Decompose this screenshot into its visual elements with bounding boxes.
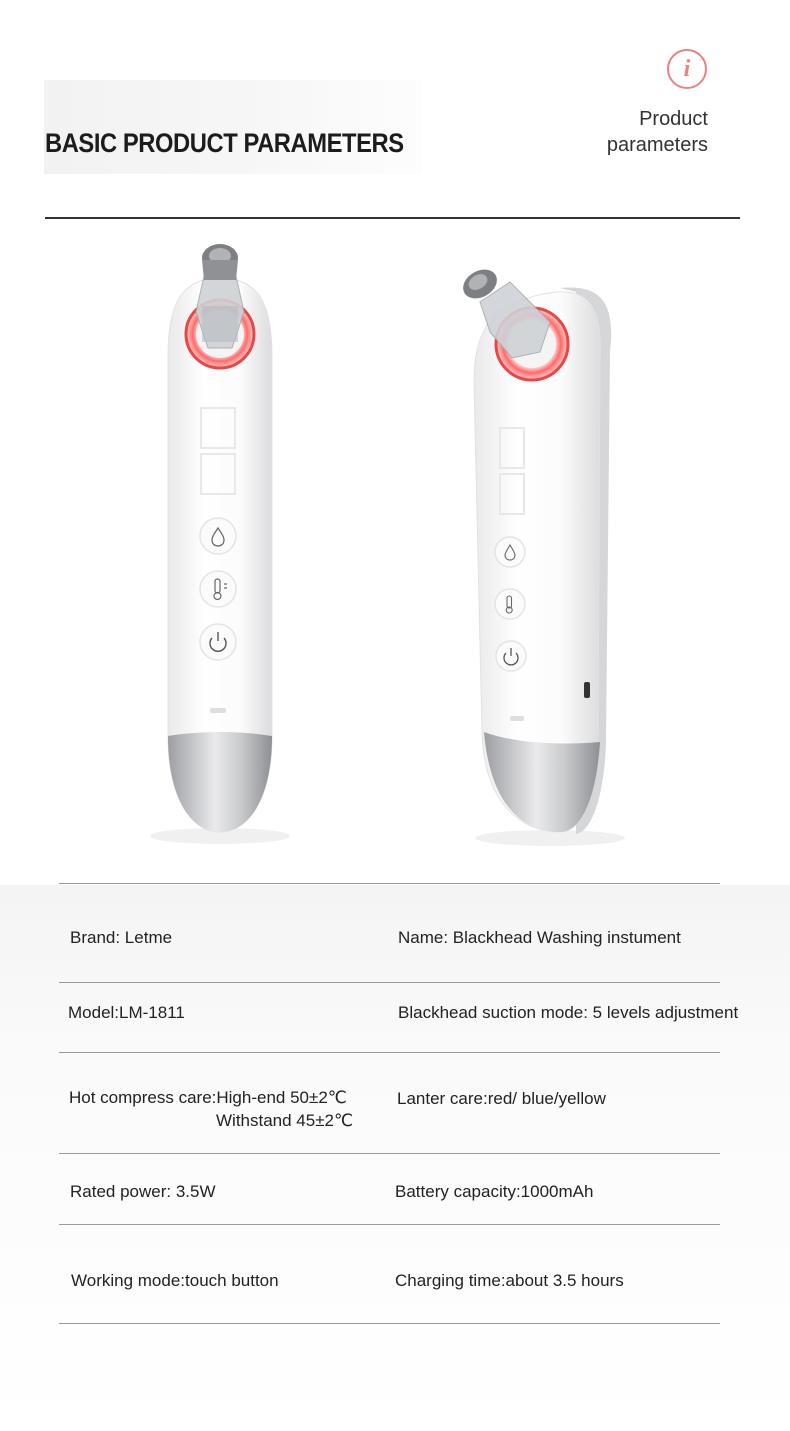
parameters-background	[0, 885, 790, 1431]
param-model: Model:LM-1811	[68, 1003, 185, 1022]
device-side-view	[440, 262, 640, 852]
table-divider	[59, 1052, 720, 1053]
section-label	[607, 106, 708, 158]
param-name: Name: Blackhead Washing instument	[398, 928, 681, 947]
device-front-view	[140, 236, 300, 846]
power-button[interactable]	[200, 624, 236, 660]
param-suction: Blackhead suction mode: 5 levels adjustment	[398, 1003, 739, 1022]
temperature-button-side[interactable]	[495, 589, 525, 619]
param-battery: Battery capacity:1000mAh	[395, 1182, 594, 1201]
power-button-side[interactable]	[496, 641, 526, 671]
section-label-line2: parameters	[606, 134, 708, 156]
table-divider	[59, 1153, 720, 1154]
param-hot-compress: Hot compress care:High-end 50±2℃	[69, 1088, 347, 1107]
param-power: Rated power: 3.5W	[70, 1182, 216, 1201]
table-divider	[59, 982, 720, 983]
table-divider	[59, 1224, 720, 1225]
title-box	[44, 80, 422, 174]
temperature-button[interactable]	[200, 571, 236, 607]
droplet-button[interactable]	[200, 518, 236, 554]
param-working-mode: Working mode:touch button	[71, 1271, 279, 1290]
section-label-line1: Product	[639, 108, 708, 130]
info-icon: i	[667, 49, 707, 89]
page-title: BASIC PRODUCT PARAMETERS	[45, 128, 404, 158]
charging-port	[584, 682, 590, 698]
param-brand: Brand: Letme	[70, 928, 173, 947]
header-divider	[45, 217, 740, 219]
param-charging: Charging time:about 3.5 hours	[395, 1271, 624, 1290]
table-divider	[59, 1323, 720, 1324]
param-lantern: Lanter care:red/ blue/yellow	[397, 1089, 606, 1108]
droplet-button-side[interactable]	[495, 537, 525, 567]
param-hot-compress-withstand: Withstand 45±2℃	[216, 1111, 354, 1130]
table-divider	[59, 883, 720, 884]
